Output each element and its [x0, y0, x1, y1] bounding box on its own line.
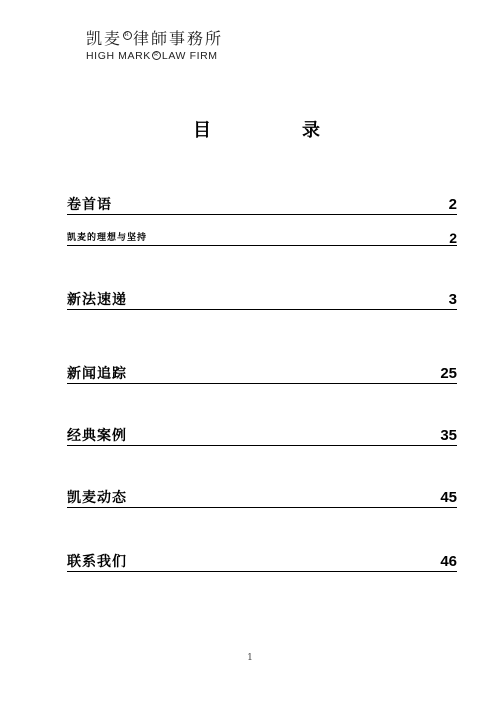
toc-entry-label: 联系我们: [67, 554, 127, 570]
toc-entry-label: 凯麦动态: [67, 490, 127, 506]
toc-entry-page: 46: [440, 553, 457, 570]
firm-logo: [86, 30, 223, 63]
toc-entry-news[interactable]: [67, 365, 457, 384]
toc-entry-page: 25: [440, 365, 457, 382]
logo-cn-brand: 凯麦: [86, 29, 123, 48]
toc-entry-page: 35: [440, 427, 457, 444]
toc-entry-classic-cases[interactable]: [67, 427, 457, 446]
logo-en-firm: LAW FIRM: [161, 50, 218, 62]
toc-entry-label: 新闻追踪: [67, 366, 127, 382]
toc-entry-ideals[interactable]: [67, 232, 457, 246]
toc-entry-firm-news[interactable]: [67, 489, 457, 508]
toc-entry-page: 3: [448, 291, 457, 308]
logo-chinese-name: [86, 30, 223, 48]
toc-entry-new-laws[interactable]: [67, 291, 457, 310]
toc-entry-page: 2: [448, 196, 457, 213]
registered-mark-icon: R: [124, 32, 131, 38]
toc-entry-label: 卷首语: [67, 197, 112, 213]
logo-cn-firm: 律師事務所: [133, 29, 224, 48]
toc-entry-label: 凯麦的理想与坚持: [67, 233, 148, 243]
logo-en-brand: HIGH MARK: [86, 50, 151, 62]
registered-mark-icon: R: [152, 51, 161, 60]
toc-entry-label: 新法速递: [67, 292, 127, 308]
title-char-2: 录: [302, 120, 320, 141]
toc-entry-label: 经典案例: [67, 428, 127, 444]
logo-english-name: [86, 50, 223, 63]
toc-entry-preface[interactable]: [67, 196, 457, 215]
toc-entry-page: 2: [449, 230, 457, 246]
toc-entry-page: 45: [440, 489, 457, 506]
title-char-1: 目: [193, 120, 211, 141]
page-number: 1: [247, 653, 253, 663]
toc-entry-contact[interactable]: [67, 553, 457, 572]
